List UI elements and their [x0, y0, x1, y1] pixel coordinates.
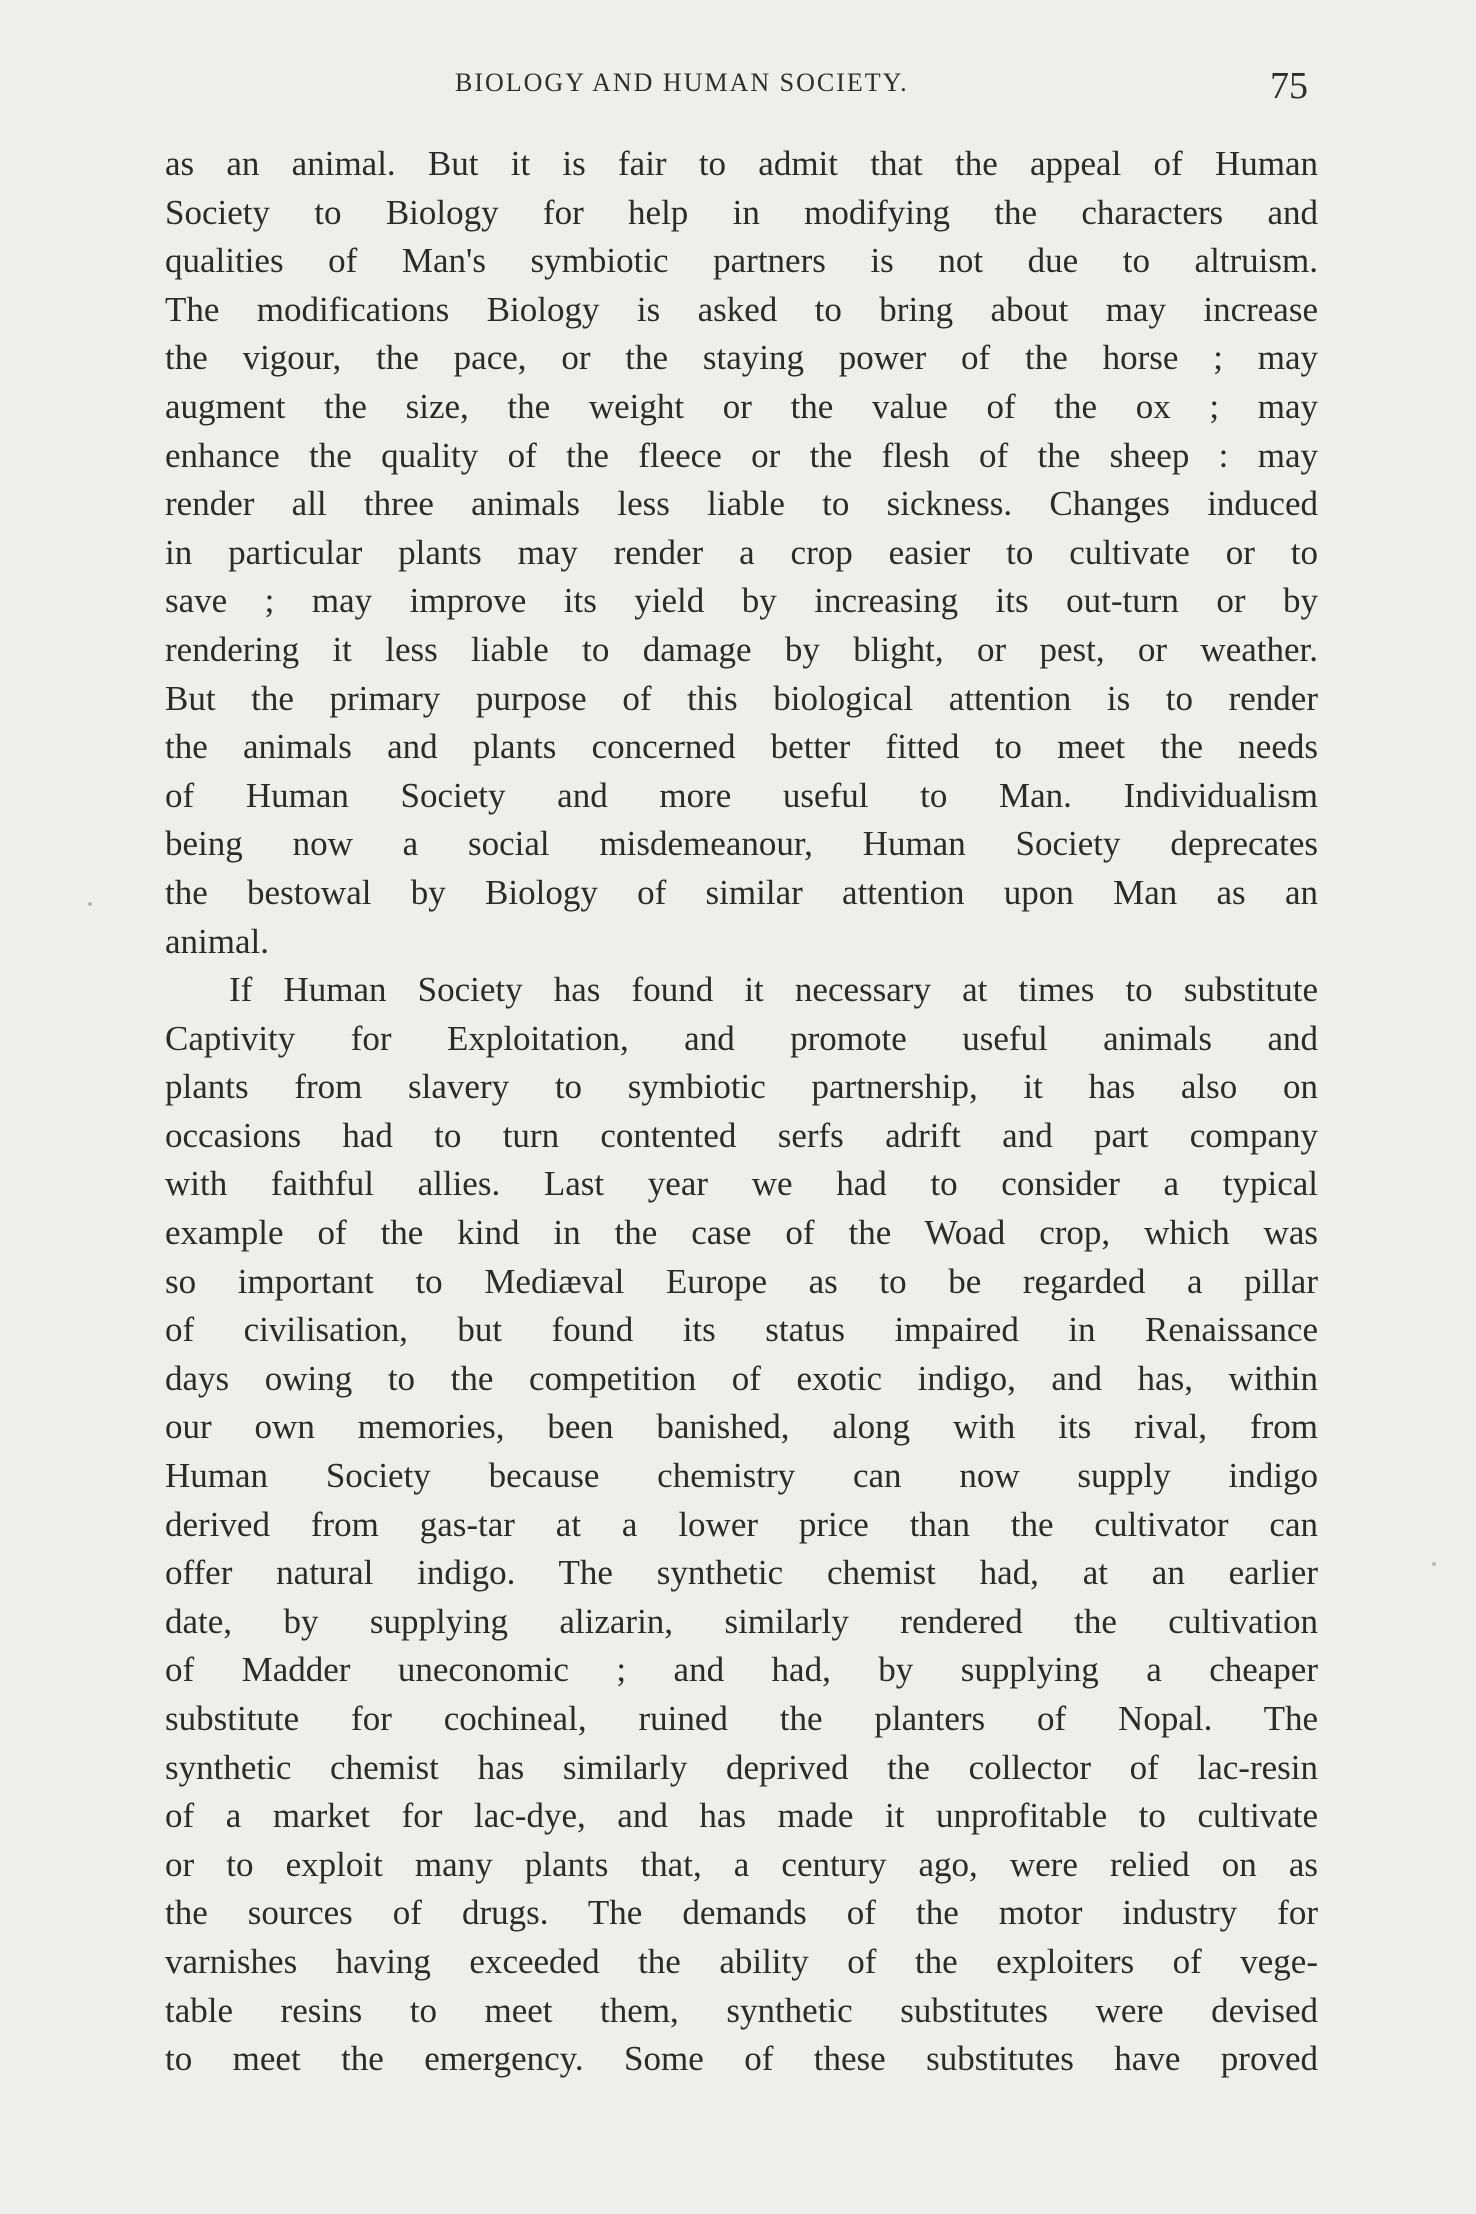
text-line: If Human Society has found it necessary at times to substitute: [229, 970, 1318, 1010]
text-line: the bestowal by Biology of similar attention upon Man as an: [165, 872, 1318, 912]
text-line: example of the kind in the case of the Woad crop, which was: [165, 1213, 1318, 1253]
body-text: [165, 140, 1318, 2084]
text-line: Captivity for Exploitation, and promote useful animals and: [165, 1018, 1318, 1058]
text-line: But the primary purpose of this biological attention is to render: [165, 678, 1318, 718]
text-line: animal.: [165, 921, 269, 961]
text-line: the animals and plants concerned better fitted to meet the needs: [165, 727, 1318, 767]
text-line: the vigour, the pace, or the staying power of the horse ; may: [165, 338, 1318, 378]
text-line: with faithful allies. Last year we had to consider a typical: [165, 1164, 1318, 1204]
text-line: table resins to meet them, synthetic substitutes were devised: [165, 1990, 1318, 2030]
page-number: 75: [1270, 65, 1308, 107]
text-line: plants from slavery to symbiotic partnership, it has also on: [165, 1067, 1318, 1107]
text-line: augment the size, the weight or the value of the ox ; may: [165, 386, 1318, 426]
text-line: our own memories, been banished, along with its rival, from: [165, 1407, 1318, 1447]
text-line: Human Society because chemistry can now supply indigo: [165, 1456, 1318, 1496]
text-line: enhance the quality of the fleece or the flesh of the sheep : may: [165, 435, 1318, 475]
text-line: occasions had to turn contented serfs adrift and part company: [165, 1115, 1318, 1155]
text-line: offer natural indigo. The synthetic chemist had, at an earlier: [165, 1553, 1318, 1593]
text-line: as an animal. But it is fair to admit that the appeal of Human: [165, 144, 1318, 183]
text-line: substitute for cochineal, ruined the planters of Nopal. The: [165, 1699, 1318, 1738]
running-head: [0, 64, 1476, 114]
text-line: being now a social misdemeanour, Human Society deprecates: [165, 824, 1318, 864]
paper-speck: [1432, 1562, 1436, 1566]
text-line: the sources of drugs. The demands of the motor industry for: [165, 1893, 1318, 1933]
text-line: date, by supplying alizarin, similarly rendered the cultivation: [165, 1601, 1318, 1641]
text-line: or to exploit many plants that, a century ago, were relied on as: [165, 1844, 1318, 1884]
text-line: save ; may improve its yield by increasing its out-turn or by: [165, 581, 1318, 621]
text-line: synthetic chemist has similarly deprived the collector of lac-resin: [165, 1747, 1318, 1787]
text-line: in particular plants may render a crop easier to cultivate or to: [165, 532, 1318, 572]
text-line: varnishes having exceeded the ability of the exploiters of vege-: [165, 1941, 1318, 1981]
text-line: Society to Biology for help in modifying the characters and: [165, 192, 1318, 232]
text-line: rendering it less liable to damage by blight, or pest, or weather.: [165, 629, 1318, 669]
text-line: of Madder uneconomic ; and had, by supplying a cheaper: [165, 1650, 1318, 1690]
text-line: of a market for lac-dye, and has made it unprofitable to cultivate: [165, 1796, 1318, 1836]
text-line: of Human Society and more useful to Man. Individualism: [165, 775, 1318, 815]
paragraph-2: [165, 966, 1318, 2084]
text-line: days owing to the competition of exotic indigo, and has, within: [165, 1358, 1318, 1398]
text-line: so important to Mediæval Europe as to be regarded a pillar: [165, 1261, 1318, 1301]
text-line: render all three animals less liable to sickness. Changes induced: [165, 484, 1318, 524]
text-line: qualities of Man's symbiotic partners is not due to altruism.: [165, 241, 1318, 281]
running-title: BIOLOGY AND HUMAN SOCIETY.: [455, 68, 909, 97]
text-line: to meet the emergency. Some of these substitutes have proved: [165, 2039, 1318, 2079]
text-line: The modifications Biology is asked to bring about may increase: [165, 289, 1318, 329]
text-line: derived from gas-tar at a lower price than the cultivator can: [165, 1504, 1318, 1544]
paragraph-1: [165, 140, 1318, 966]
text-line: of civilisation, but found its status impaired in Renaissance: [165, 1310, 1318, 1350]
paper-speck: [88, 902, 92, 906]
